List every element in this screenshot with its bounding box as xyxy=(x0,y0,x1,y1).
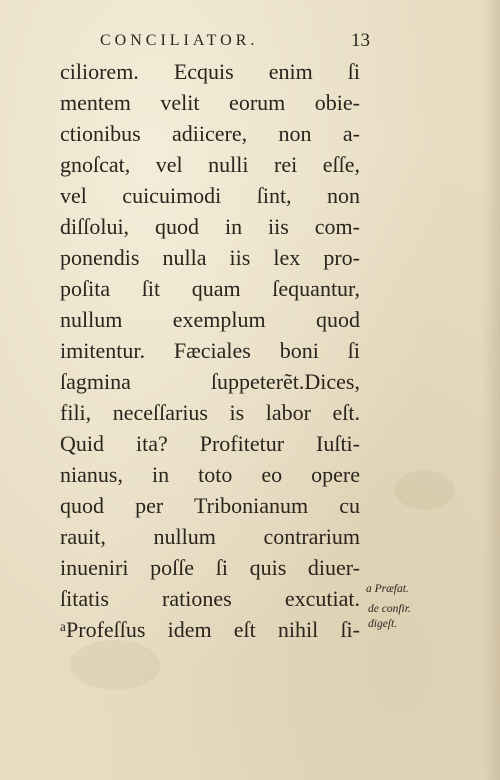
text-line: ponendis nulla iis lex pro- xyxy=(60,245,360,270)
text-line: ᵃProfeſſus idem eſt nihil ſi- xyxy=(60,617,360,642)
text-line: ſagmina ſuppeterẽt.Dices, xyxy=(60,369,360,394)
page-header xyxy=(100,30,370,56)
text-line: nullum exemplum quod xyxy=(60,307,360,332)
margin-note: a Præfat. xyxy=(366,583,409,595)
text-line: Quid ita? Profitetur Iuſti- xyxy=(60,431,360,456)
text-line: nianus, in toto eo opere xyxy=(60,462,360,487)
running-head: CONCILIATOR. xyxy=(100,32,259,49)
text-line: poſita ſit quam ſequantur, xyxy=(60,276,360,301)
paper-stain xyxy=(70,640,160,690)
page-number: 13 xyxy=(351,30,370,51)
margin-notes xyxy=(366,582,446,632)
text-line: inueniri poſſe ſi quis diuer- xyxy=(60,555,360,580)
paper-stain xyxy=(395,470,455,510)
text-line: quod per Tribonianum cu xyxy=(60,493,360,518)
body-text xyxy=(60,56,360,645)
text-line: mentem velit eorum obie- xyxy=(60,90,360,115)
page-edge-shadow xyxy=(482,0,500,780)
text-line: vel cuicuimodi ſint, non xyxy=(60,183,360,208)
margin-note: de confir. xyxy=(368,603,411,615)
text-line: rauit, nullum contrarium xyxy=(60,524,360,549)
text-line: ſitatis rationes excutiat. xyxy=(60,586,360,611)
text-line: fili, neceſſarius is labor eſt. xyxy=(60,400,360,425)
text-line: ctionibus adiicere, non a- xyxy=(60,121,360,146)
margin-note: digeſt. xyxy=(368,618,398,630)
text-line: imitentur. Fæciales boni ſi xyxy=(60,338,360,363)
text-line: gnoſcat, vel nulli rei eſſe, xyxy=(60,152,360,177)
text-line: diſſolui, quod in iis com- xyxy=(60,214,360,239)
text-line: ciliorem. Ecquis enim ſi xyxy=(60,59,360,84)
